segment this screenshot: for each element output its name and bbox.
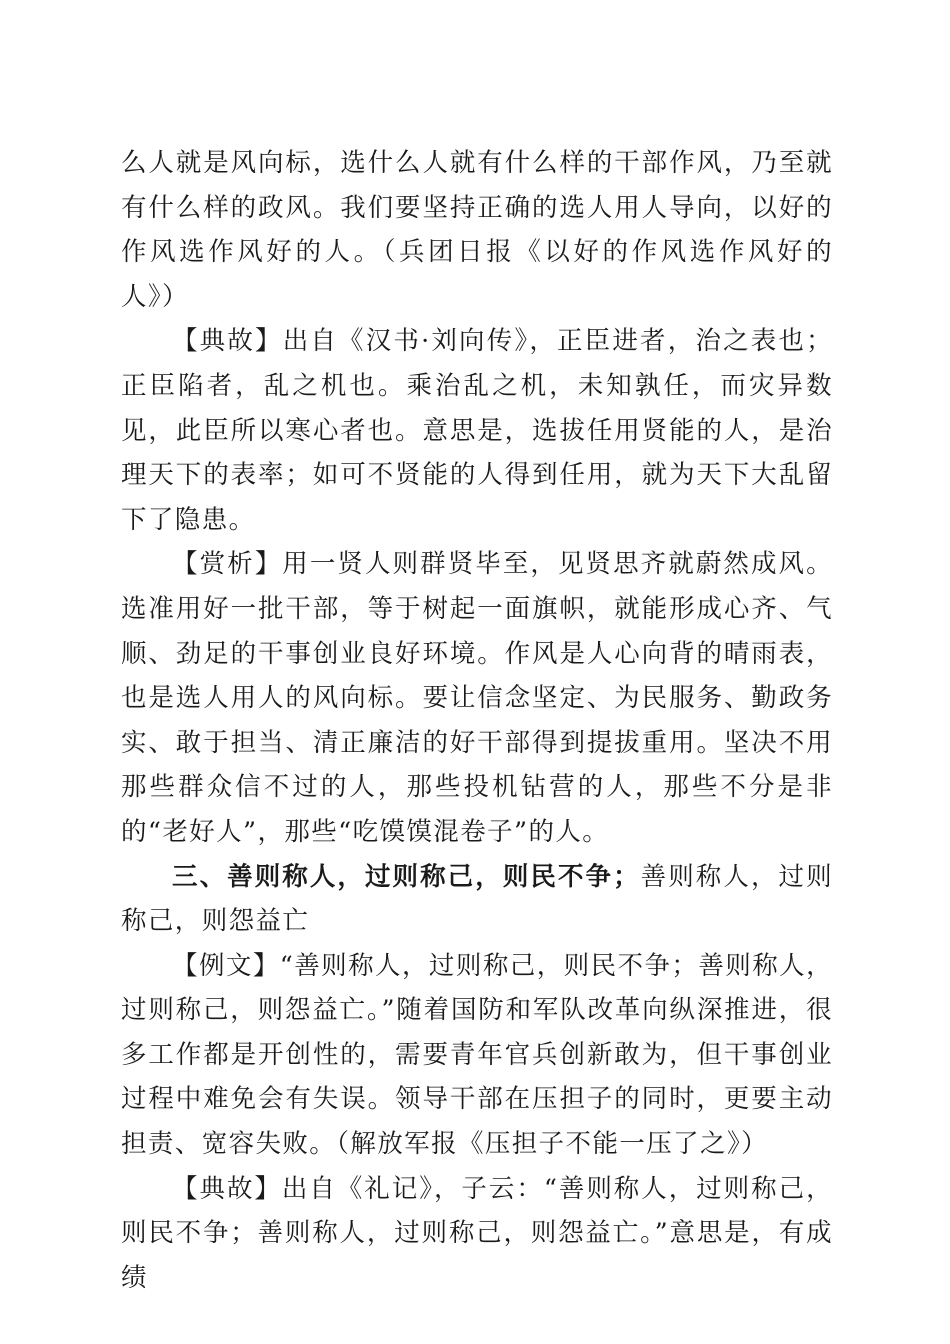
paragraph-text: 【例文】“善则称人，过则称己，则民不争；善则称人，过则称己，则怨益亡。”随着国防和军队改革向纵深推进，很多工作都是开创性的，需要青年官兵创新敢为，但干事创业过程中难免会有失误。领导干部在压担子的同时，更要主动担责、宽容失败。（解放军报《压担子不能一压了之》） [121,950,833,1160]
paragraph-text: 【赏析】用一贤人则群贤毕至，见贤思齐就蔚然成风。选准用好一批干部，等于树起一面旗帜，就能形成心齐、气顺、劲足的干事创业良好环境。作风是人心向背的晴雨表，也是选人用人的风向标。要让信念坚定、为民服务、勤政务实、敢于担当、清正廉洁的好干部得到提拔重用。坚决不用那些群众信不过的人，那些投机钻营的人，那些不分是非的“老好人”，那些“吃馍馍混卷子”的人。 [121,549,833,847]
paragraph-allusion [121,1167,833,1301]
paragraph-text: 【典故】出自《礼记》，子云：“善则称人，过则称己，则民不争；善则称人，过则称己，则怨益亡。”意思是，有成绩 [121,1173,833,1293]
paragraph-continuation [121,141,833,319]
section-heading-bold: 三、善则称人，过则称己，则民不争； [172,861,640,892]
section-heading [121,855,833,944]
paragraph-text: 【典故】出自《汉书·刘向传》，正臣进者，治之表也；正臣陷者，乱之机也。乘治乱之机，未知孰任，而灾异数见，此臣所以寒心者也。意思是，选拔任用贤能的人，是治理天下的表率；如可不贤能的人得到任用，就为天下大乱留下了隐患。 [121,326,833,535]
section-heading-text: 善则称人，过则称己，则怨益亡 [121,861,833,937]
paragraph-appreciation [121,542,833,854]
paragraph-example [121,944,833,1167]
document-body [121,141,833,1300]
paragraph-text: 么人就是风向标，选什么人就有什么样的干部作风，乃至就有什么样的政风。我们要坚持正确的选人用人导向，以好的作风选作风好的人。（兵团日报《以好的作风选作风好的人》） [121,148,833,312]
paragraph-allusion [121,319,833,542]
